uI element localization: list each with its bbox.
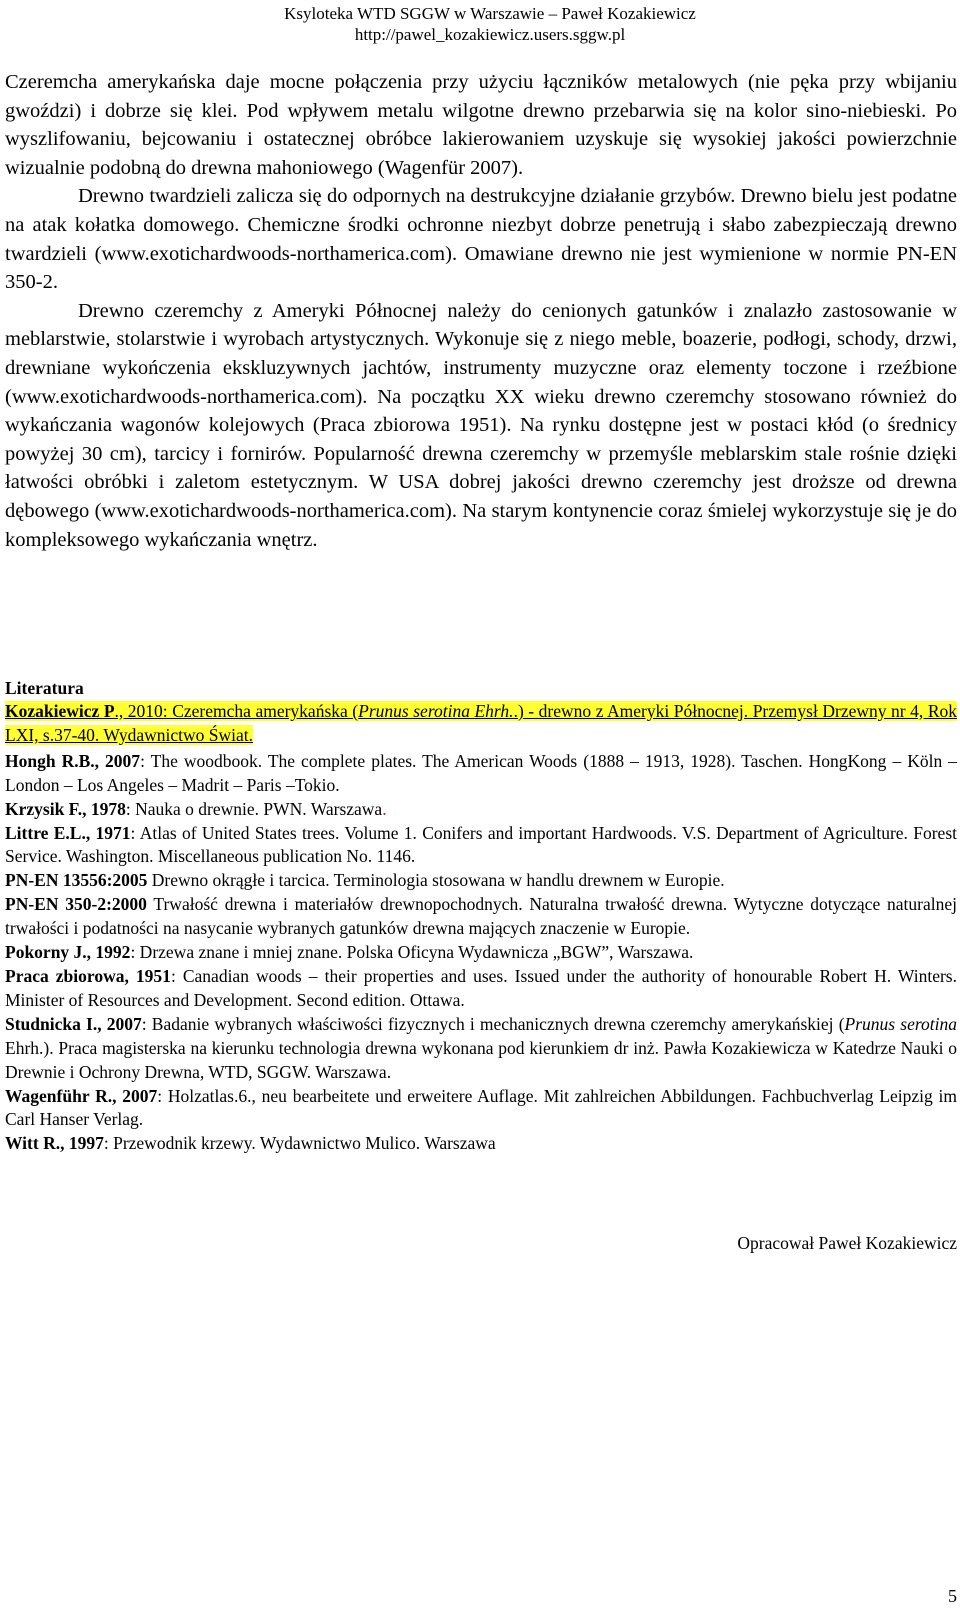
reference-list: [5, 700, 957, 1156]
reference-item: Hongh R.B., 2007: The woodbook. The complete plates. The American Woods (1888 – 1913, 1928). Taschen. HongKong – Köln – London – Los Angeles – Madrit – Paris –Tokio.: [5, 750, 957, 795]
paragraph-2: Drewno twardzieli zalicza się do odpornych na destrukcyjne działanie grzybów. Drewno bielu jest podatne na atak kołatka domowego. Chemiczne środki ochronne niezbyt dobrze penetrują i słabo zabezpieczają drewno twardzieli (www.exotichardwoods-northamerica.com). Omawiane drewno nie jest wymienione w normie PN-EN 350-2.: [5, 185, 957, 294]
reference-author: Witt R., 1997: [5, 1133, 104, 1154]
reference-author: Praca zbiorowa, 1951: [5, 965, 171, 986]
reference-author: Hongh R.B., 2007: [5, 750, 141, 771]
reference-item: Krzysik F., 1978: Nauka o drewnie. PWN. Warszawa.: [5, 798, 387, 819]
reference-item: Witt R., 1997: Przewodnik krzewy. Wydawnictwo Mulico. Warszawa: [5, 1133, 496, 1154]
reference-author: Littre E.L., 1971: [5, 822, 131, 843]
reference-author: Pokorny J., 1992: [5, 942, 131, 963]
header-url: http://pawel_kozakiewicz.users.sggw.pl: [354, 25, 626, 44]
reference-author: Kozakiewicz P: [5, 701, 115, 721]
reference-author: Studnicka I., 2007: [5, 1013, 142, 1034]
signature: Opracował Paweł Kozakiewicz: [737, 1233, 957, 1253]
reference-item: Wagenführ R., 2007: Holzatlas.6., neu bearbeitete und erweitere Auflage. Mit zahlreichen Abbildungen. Fachbuchverlag Leipzig im Carl Hanser Verlag.: [5, 1085, 958, 1130]
paragraph-1: Czeremcha amerykańska daje mocne połączenia przy użyciu łączników metalowych (nie pęka przy wbijaniu gwoździ) i dobrze się klei. Pod wpływem metalu wilgotne drewno przebarwia się na kolor sino-niebieski. Po wyszlifowaniu, bejcowaniu i ostatecznej obróbce lakierowaniem uzyskuje się wysokiej jakości powierzchnie wizualnie podobną do drewna mahoniowego (Wagenfür 2007).: [5, 71, 957, 179]
reference-item: Studnicka I., 2007: Badanie wybranych właściwości fizycznych i mechanicznych drewna czeremchy amerykańskiej (Prunus serotina Ehrh.). Praca magisterska na kierunku technologia drewna wykonana pod kierunkiem dr inż. Pawła Kozakiewicza w Katedrze Nauki o Drewnie i Ochrony Drewna, WTD, SGGW. Warszawa.: [5, 1013, 957, 1082]
header-title: Ksyloteka WTD SGGW w Warszawie – Paweł Kozakiewicz: [284, 4, 696, 23]
reference-author: PN-EN 350-2:2000: [5, 894, 147, 915]
paragraph-3: Drewno czeremchy z Ameryki Północnej należy do cenionych gatunków i znalazło zastosowanie w meblarstwie, stolarstwie i wyrobach artystycznych. Wykonuje się z niego meble, boazerie, podłogi, schody, drzwi, drewniane wykończenia ekskluzywnych jachtów, instrumenty muzyczne oraz elementy toczone i rzeźbione (www.exotichardwoods-northamerica.com). Na początku XX wieku drewno czeremchy stosowano również do wykańczania wagonów kolejowych (Praca zbiorowa 1951). Na rynku dostępne jest w postaci kłód (o średnicy powyżej 30 cm), tarcicy i fornirów. Popularność drewna czeremchy w przemyśle meblarskim stale rośnie dzięki łatwości obróbki i zaletom estetycznym. W USA dobrej jakości drewno czeremchy jest droższe od drewna dębowego (www.exotichardwoods-northamerica.com). Na starym kontynencie coraz śmielej wykorzystuje się je do kompleksowego wykańczania wnętrz.: [5, 299, 957, 551]
highlighted-reference: Kozakiewicz P., 2010: Czeremcha amerykańska (Prunus serotina Ehrh..) - drewno z Ameryki Północnej. Przemysł Drzewny nr 4, Rok LXI, s.37-40. Wydawnictwo Świat.: [5, 701, 957, 745]
reference-item: PN-EN 13556:2005 Drewno okrągłe i tarcica. Terminologia stosowana w handlu drewnem w Europie.: [5, 870, 725, 891]
page-number: 5: [948, 1586, 957, 1606]
reference-item: Praca zbiorowa, 1951: Canadian woods – their properties and uses. Issued under the authority of honourable Robert H. Winters. Minister of Resources and Development. Second edition. Ottawa.: [5, 965, 957, 1010]
reference-author: Krzysik F., 1978: [5, 798, 126, 819]
body-text: [5, 68, 957, 554]
reference-item: [5, 700, 957, 748]
reference-item: Littre E.L., 1971: Atlas of United States trees. Volume 1. Conifers and important Hardwoods. V.S. Department of Agriculture. Forest Service. Washington. Miscellaneous publication No. 1146.: [5, 822, 957, 867]
literature-heading: Literatura: [5, 678, 84, 698]
reference-author: Wagenführ R., 2007: [5, 1085, 158, 1106]
page-header: [0, 0, 960, 45]
reference-author: PN-EN 13556:2005: [5, 870, 148, 891]
reference-item: PN-EN 350-2:2000 Trwałość drewna i materiałów drewnopochodnych. Naturalna trwałość drewna. Wytyczne dotyczące naturalnej trwałości i podatności na nasycanie wybranych gatunków drewna mających znaczenie w Europie.: [5, 894, 957, 939]
reference-item: Pokorny J., 1992: Drzewa znane i mniej znane. Polska Oficyna Wydawnicza „BGW”, Warszawa.: [5, 942, 694, 963]
